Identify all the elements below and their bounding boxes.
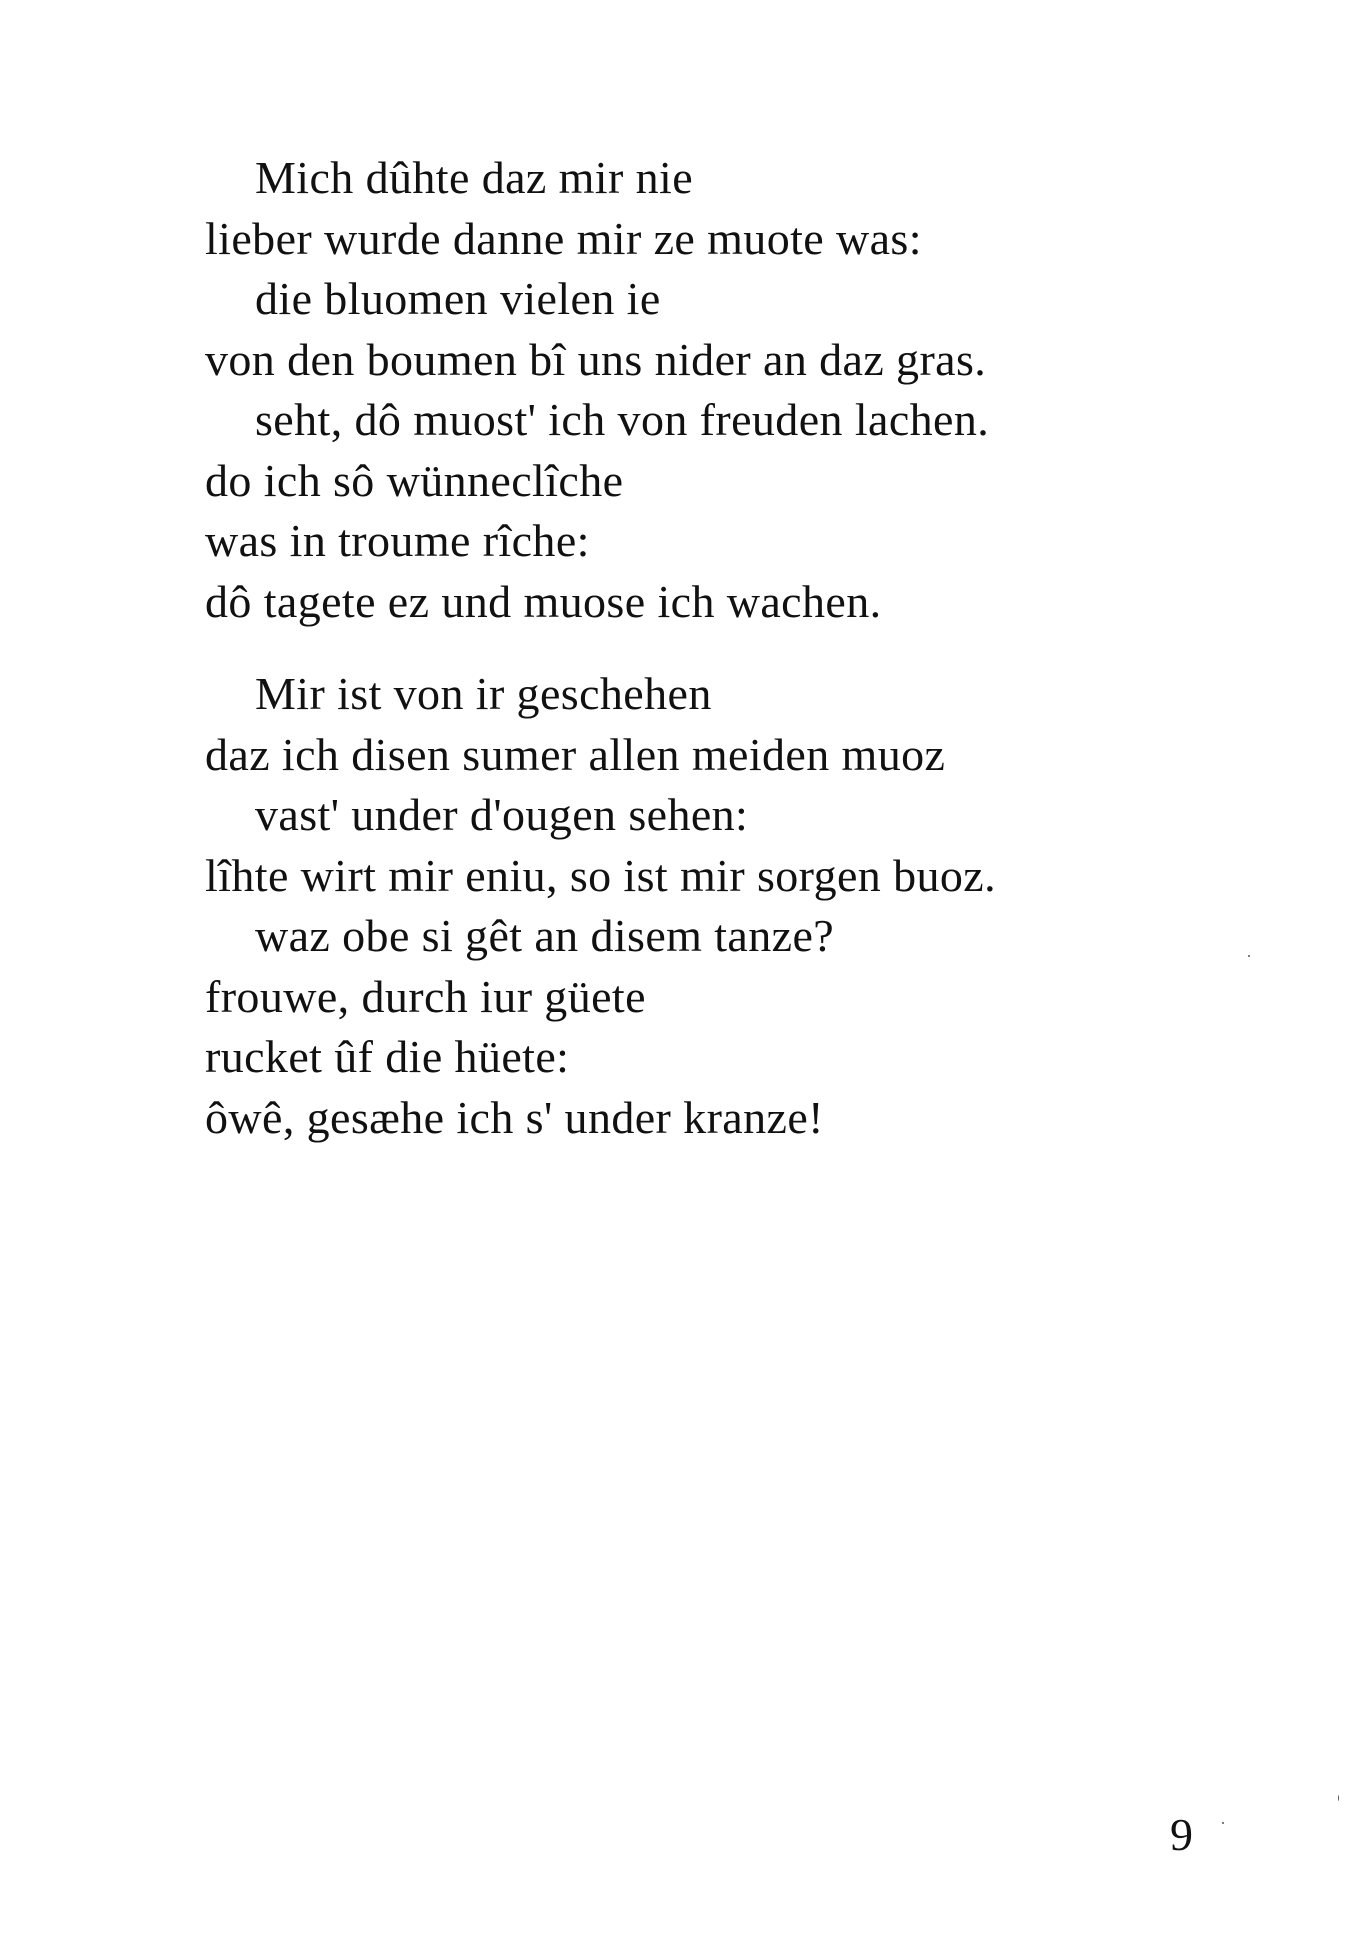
- verse-line: dô tagete ez und muose ich wachen.: [205, 575, 882, 627]
- verse-line: seht, dô muost' ich von freuden lachen.: [255, 394, 990, 445]
- verse-line: Mich dûhte daz mir nie: [255, 152, 694, 203]
- poem: [205, 148, 1205, 1148]
- verse-line: von den boumen bî uns nider an daz gras.: [205, 333, 987, 385]
- scan-speck: [1222, 1822, 1224, 1824]
- verse-line: was in troume rîche:: [205, 515, 590, 566]
- page-number: 9: [1170, 1809, 1193, 1860]
- scan-speck: [1338, 1795, 1339, 1801]
- verse-line: lieber wurde danne mir ze muote was:: [205, 212, 922, 264]
- scan-speck: [1248, 955, 1250, 957]
- verse-line: frouwe, durch iur güete: [205, 970, 646, 1022]
- verse-line: ôwê, gesæhe ich s' under kranze!: [205, 1091, 824, 1143]
- verse-line: lîhte wirt mir eniu, so ist mir sorgen buoz.: [205, 849, 996, 901]
- stanza-1: [205, 148, 1205, 632]
- verse-line: Mir ist von ir geschehen: [255, 668, 712, 719]
- verse-line: vast' under d'ougen sehen:: [255, 789, 749, 840]
- verse-line: do ich sô wünneclîche: [205, 454, 624, 506]
- verse-line: waz obe si gêt an disem tanze?: [255, 910, 835, 961]
- verse-line: die bluomen vielen ie: [255, 273, 661, 324]
- verse-line: daz ich disen sumer allen meiden muoz: [205, 728, 946, 780]
- stanza-2: [205, 664, 1205, 1148]
- verse-line: rucket ûf die hüete:: [205, 1031, 570, 1082]
